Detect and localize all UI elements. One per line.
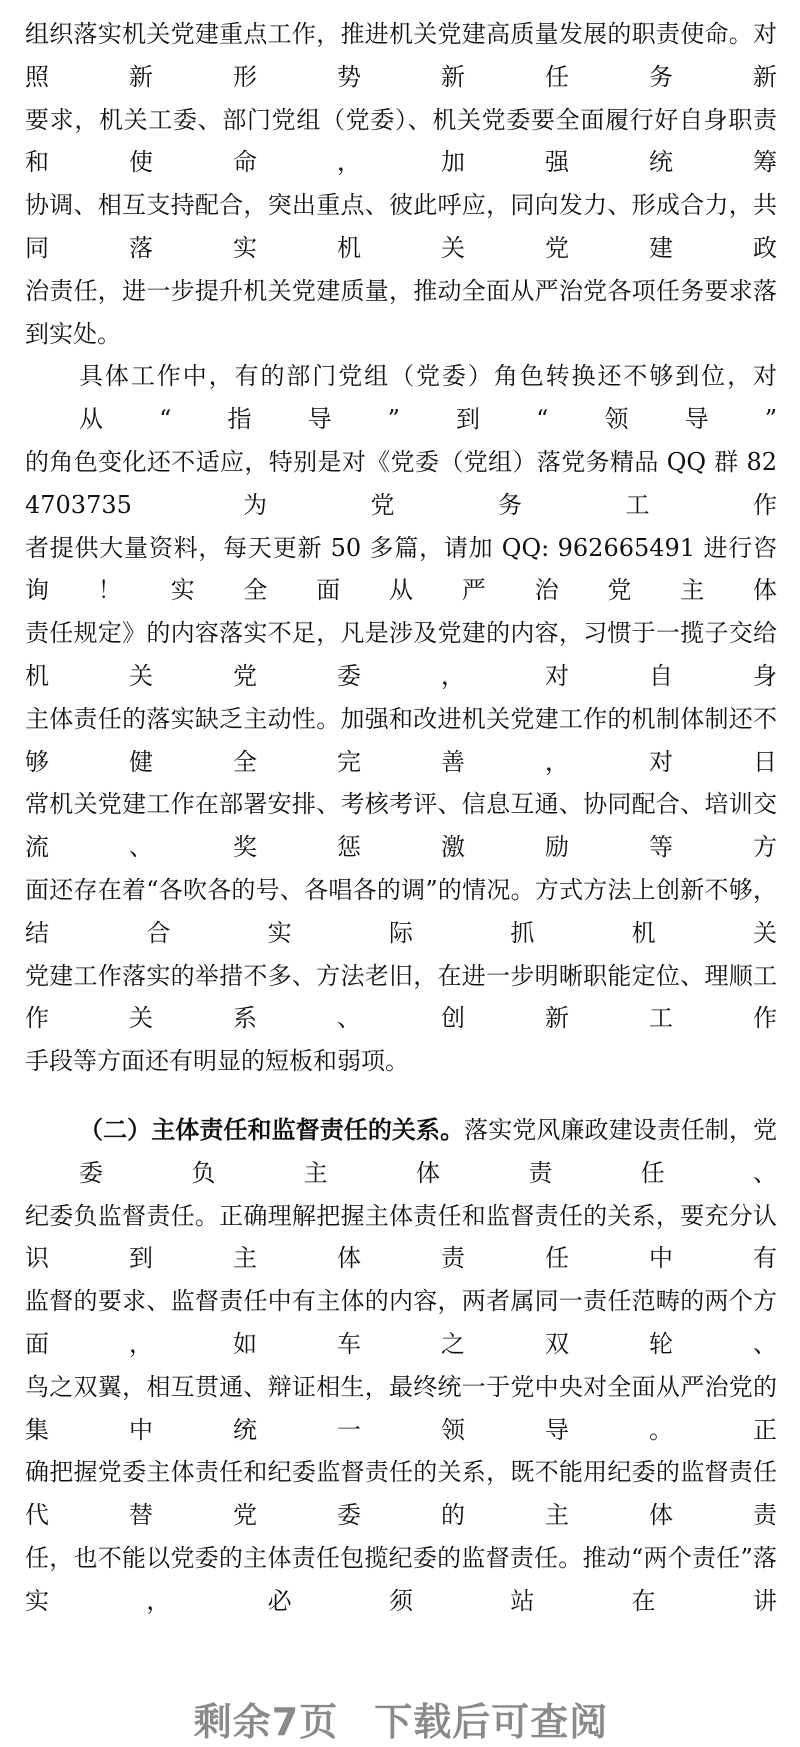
download-banner[interactable] (25, 1697, 777, 1747)
text-line (25, 1109, 777, 1195)
text-line: 具体工作中，有的部门党组（党委）角色转换还不够到位，对从“指导”到“领导” (79, 362, 777, 434)
text-line: 党建工作落实的举措不多、方法老旧，在进一步明晰职能定位、理顺工作关系、创新工作 (25, 961, 777, 1033)
paragraph-gap (25, 1083, 777, 1109)
text-line: 监督的要求、监督责任中有主体的内容，两者属同一责任范畴的两个方面，如车之双轮、 (25, 1287, 777, 1358)
text-line: 责任规定》的内容落实不足，凡是涉及党建的内容，习惯于一揽子交给机关党委，对自身 (25, 619, 777, 690)
text-span: 落实党风廉政建设责任制，党委负主体责任、 (79, 1115, 778, 1187)
paragraph-1 (25, 13, 777, 355)
text-line: 治责任，进一步提升机关党建质量，推动全面从严治党各项任务要求落到实处。 (25, 276, 777, 348)
text-line: 主体责任的落实缺乏主动性。加强和改进机关党建工作的机制体制还不够健全完善，对日 (25, 704, 777, 776)
text-line: 组织落实机关党建重点工作，推进机关党建高质量发展的职责使命。对照新形势新任务新 (25, 20, 777, 91)
text-line: 手段等方面还有明显的短板和弱项。 (25, 1047, 409, 1076)
text-line: 常机关党建工作在部署安排、考核考评、信息互通、协同配合、培训交流、奖惩激励等方 (25, 790, 777, 862)
paragraph-2 (25, 355, 777, 1083)
text-line: 鸟之双翼，相互贯通、辩证相生，最终统一于党中央对全面从严治党的集中统一领导。正 (25, 1372, 777, 1444)
text-line: 的角色变化还不适应，特别是对《党委（党组）落党务精品 QQ 群 824703735 为党务工作 (25, 447, 777, 519)
text-line: 协调、相互支持配合，突出重点、彼此呼应，同向发力、形成合力，共同落实机关党建政 (25, 191, 777, 262)
text-line: 面还存在着“各吹各的号、各唱各的调”的情况。方式方法上创新不够，结合实际抓机关 (25, 875, 777, 947)
text-line: 确把握党委主体责任和纪委监督责任的关系，既不能用纪委的监督责任代替党委的主体责 (25, 1458, 777, 1530)
remaining-pages-label: 剩余7页 (193, 1700, 339, 1745)
download-to-view-label: 下载后可查阅 (374, 1700, 609, 1745)
text-line: 者提供大量资料，每天更新 50 多篇，请加 QQ: 962665491 进行咨询！实全面从严治党主体 (25, 533, 777, 605)
section-heading: （二）主体责任和监督责任的关系。 (79, 1114, 465, 1144)
paragraph-3 (25, 1109, 777, 1623)
text-line: 要求，机关工委、部门党组（党委）、机关党委要全面履行好自身职责和使命，加强统筹 (25, 105, 777, 177)
text-line: 纪委负监督责任。正确理解把握主体责任和监督责任的关系，要充分认识到主体责任中有 (25, 1201, 777, 1273)
text-line: 任，也不能以党委的主体责任包揽纪委的监督责任。推动“两个责任”落实，必须站在讲 (25, 1543, 777, 1615)
